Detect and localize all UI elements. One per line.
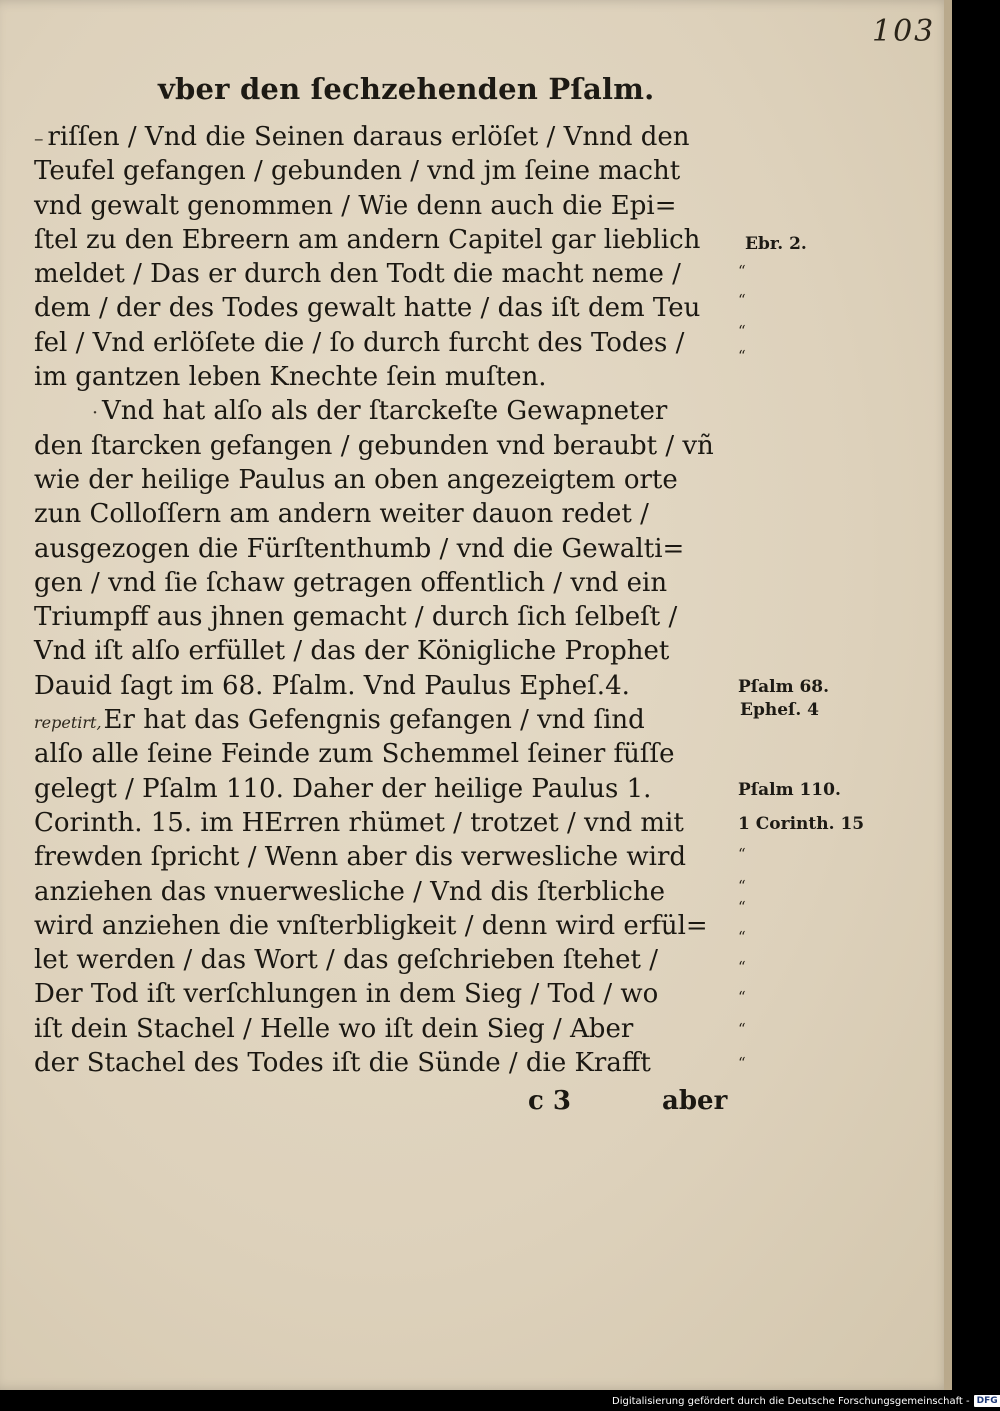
line-text: den ſtarcken gefangen / gebunden vnd beraubt / vñ (34, 430, 714, 461)
line-text: meldet / Das er durch den Todt die macht neme / (34, 259, 681, 290)
text-line (34, 463, 744, 497)
line-text: iſt dein Stachel / Helle wo iſt dein Sieg / Aber (34, 1013, 634, 1044)
line-mark: – (34, 128, 44, 150)
margin-note-ebr: Ebr. 2. (745, 234, 807, 254)
quote-mark: “ (738, 262, 747, 280)
text-line (34, 154, 744, 188)
line-text: Vnd iſt alſo erfüllet / das der Königliche Prophet (34, 636, 670, 667)
dfg-logo: DFG (974, 1395, 1000, 1407)
line-text: riſſen / Vnd die Seinen daraus erlöſet / Vnnd den (47, 122, 690, 152)
text-line (34, 909, 744, 943)
quote-mark: “ (738, 958, 747, 976)
text-line (34, 1046, 744, 1080)
margin-note-corinth: 1 Corinth. 15 (738, 814, 865, 834)
text-line (34, 1012, 744, 1046)
quote-mark: “ (738, 845, 747, 863)
line-text: Dauid ſagt im 68. Pſalm. Vnd Paulus Epheſ.4. (34, 670, 630, 701)
line-text: dem / der des Todes gewalt hatte / das iſt dem Teu (34, 293, 701, 324)
folio-number: 103 (872, 14, 936, 49)
text-line (34, 360, 744, 394)
page-edge (944, 0, 952, 1390)
inline-margin-word: repetirt, (34, 713, 102, 733)
text-line (34, 223, 744, 257)
text-line (34, 600, 744, 634)
quote-mark: “ (738, 898, 747, 916)
line-text: im gantzen leben Knechte ſein muſten. (34, 362, 547, 393)
text-line (34, 291, 744, 325)
line-text: wie der heilige Paulus an oben angezeigtem orte (34, 464, 678, 495)
line-text: alſo alle ſeine Feinde zum Schemmel ſeiner füſſe (34, 739, 675, 770)
text-line (34, 497, 744, 531)
footer-credit (612, 1395, 1000, 1407)
text-line (34, 634, 744, 668)
line-text: Vnd hat alſo als der ſtarckeſte Gewapneter (102, 396, 668, 427)
line-text: gen / vnd ſie ſchaw getragen offentlich / vnd ein (34, 567, 668, 598)
line-text: Triumpff aus jhnen gemacht / durch ſich ſelbeſt / (34, 602, 678, 633)
text-line (34, 189, 744, 223)
line-text: ſtel zu den Ebreern am andern Capitel gar lieblich (34, 224, 701, 255)
text-line (34, 120, 744, 154)
text-line (34, 257, 744, 291)
text-line (34, 703, 744, 737)
quote-mark: “ (738, 877, 747, 895)
running-head: vber den ſechzehenden Pſalm. (158, 72, 655, 106)
text-line (34, 875, 744, 909)
text-line (34, 669, 744, 703)
body-text (34, 120, 744, 1080)
line-text: frewden ſpricht / Wenn aber dis verwesliche wird (34, 842, 687, 873)
margin-note-psalm-68: Pſalm 68. (738, 677, 830, 697)
catchword: aber (662, 1086, 728, 1116)
line-text: fel / Vnd erlöſete die / ſo durch furcht des Todes / (34, 327, 685, 358)
text-line (34, 737, 744, 771)
line-text: Der Tod iſt verſchlungen in dem Sieg / Tod / wo (34, 979, 659, 1010)
text-line (34, 394, 744, 428)
text-line (34, 943, 744, 977)
line-text: let werden / das Wort / das geſchrieben ſtehet / (34, 945, 659, 976)
line-text: ausgezogen die Fürſtenthumb / vnd die Gewalti= (34, 533, 685, 564)
text-line (34, 977, 744, 1011)
text-line (34, 806, 744, 840)
text-line (34, 532, 744, 566)
line-mark: · (92, 402, 99, 425)
line-text: anziehen das vnuerwesliche / Vnd dis ſterbliche (34, 876, 665, 907)
quote-mark: “ (738, 1020, 747, 1038)
text-line (34, 840, 744, 874)
line-text: gelegt / Pſalm 110. Daher der heilige Paulus 1. (34, 773, 652, 804)
signature-mark: c 3 (528, 1086, 571, 1116)
quote-mark: “ (738, 928, 747, 946)
footer-text: Digitalisierung gefördert durch die Deutsche Forschungsgemeinschaft - (612, 1395, 970, 1407)
margin-note-ephes: Epheſ. 4 (740, 700, 819, 720)
quote-mark: “ (738, 322, 747, 340)
line-text: Teufel gefangen / gebunden / vnd jm ſeine macht (34, 156, 681, 187)
line-text: wird anziehen die vnſterbligkeit / denn wird erfül= (34, 910, 708, 941)
line-text: Er hat das Gefengnis gefangen / vnd ſind (103, 705, 645, 736)
quote-mark: “ (738, 347, 747, 365)
quote-mark: “ (738, 988, 747, 1006)
quote-mark: “ (738, 1054, 747, 1072)
line-text: Corinth. 15. im HErren rhümet / trotzet / vnd mit (34, 807, 684, 838)
margin-note-psalm-110: Pſalm 110. (738, 780, 841, 800)
text-line (34, 429, 744, 463)
quote-mark: “ (738, 291, 747, 309)
text-line (34, 326, 744, 360)
line-text: vnd gewalt genommen / Wie denn auch die Epi= (34, 190, 677, 221)
text-line (34, 566, 744, 600)
line-text: zun Colloſſern am andern weiter dauon redet / (34, 499, 649, 530)
line-text: der Stachel des Todes iſt die Sünde / die Krafft (34, 1048, 651, 1079)
text-line (34, 772, 744, 806)
